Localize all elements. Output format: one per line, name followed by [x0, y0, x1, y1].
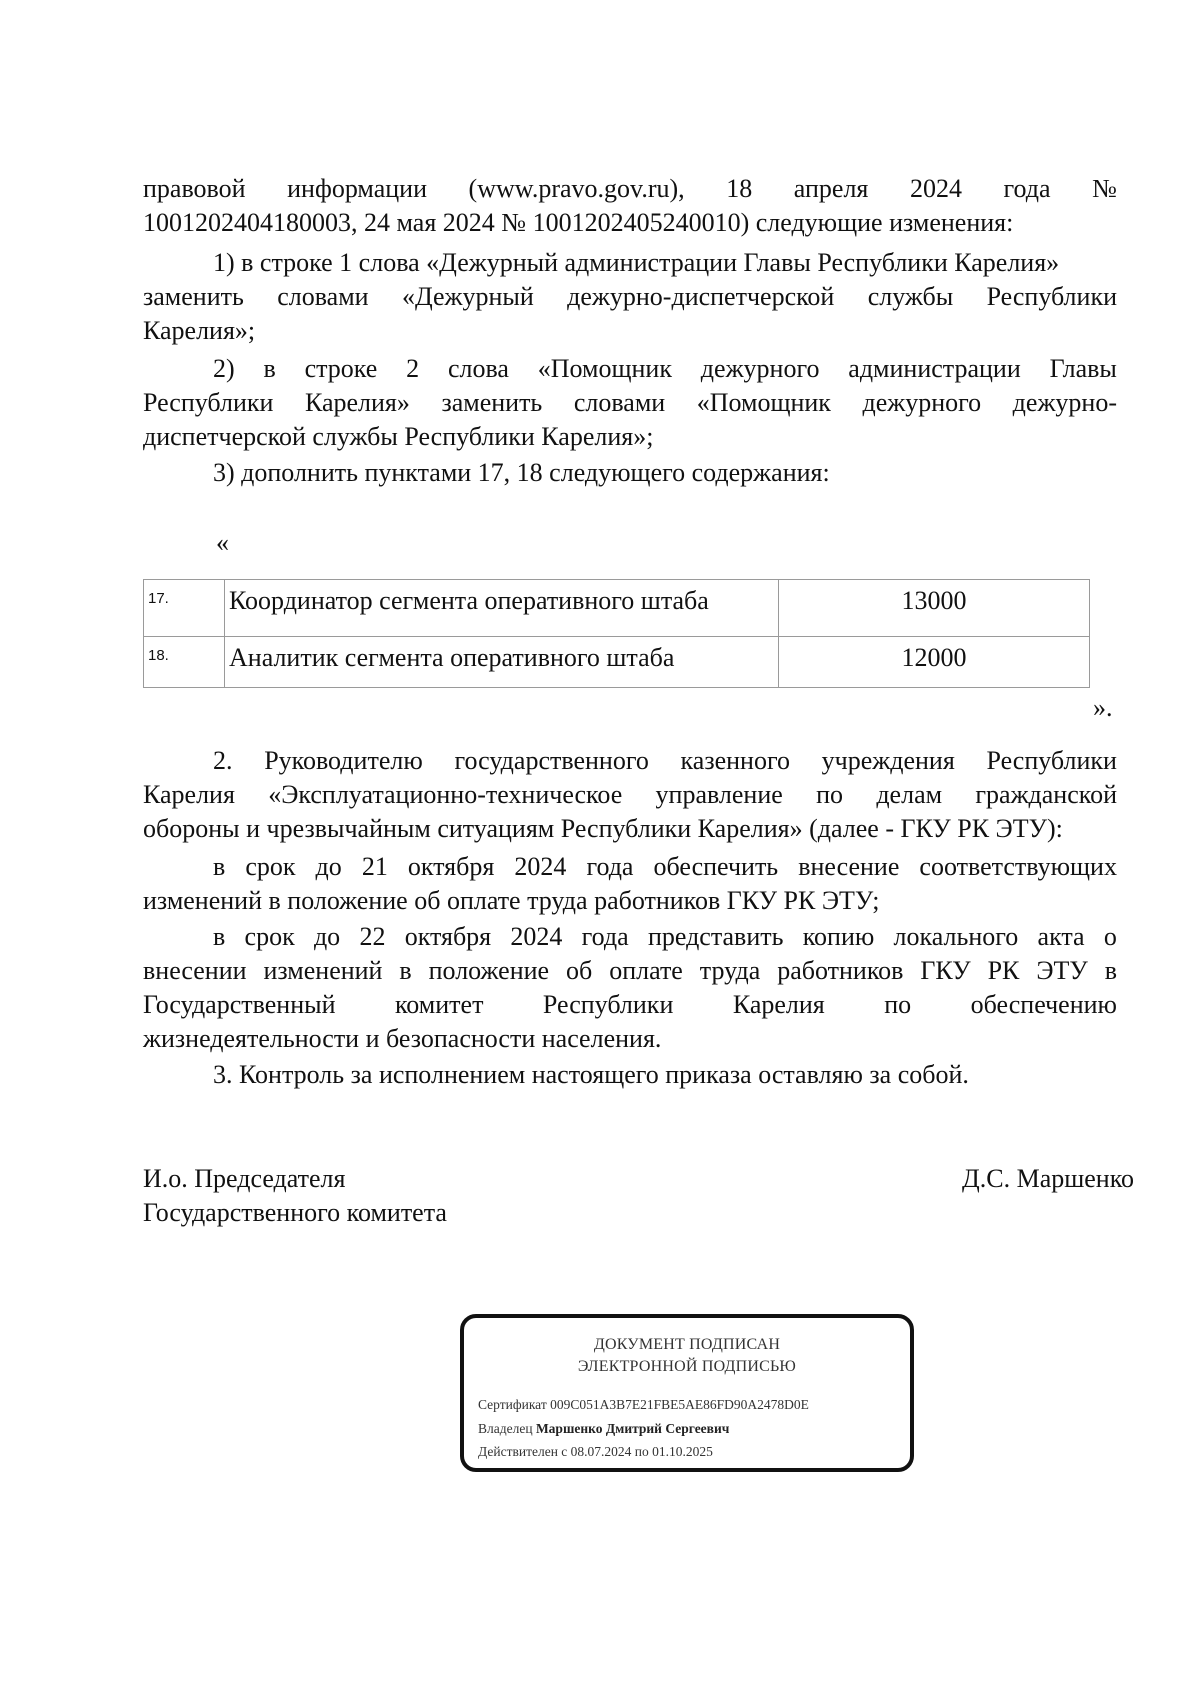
- section-2-line-3: обороны и чрезвычайным ситуациям Республики Карелия» (далее - ГКУ РК ЭТУ):: [143, 814, 1063, 843]
- stamp-owner: [478, 1421, 729, 1437]
- word: обеспечению: [970, 990, 1117, 1019]
- electronic-signature-stamp: [460, 1314, 914, 1472]
- word: соответствующих: [919, 852, 1117, 881]
- word: внесение: [798, 852, 900, 881]
- word: «Помощник: [537, 354, 672, 383]
- word: правовой: [143, 174, 246, 203]
- section-2a-line-1: [213, 850, 1117, 884]
- word: Республики: [542, 990, 674, 1019]
- word: копию: [802, 922, 875, 951]
- word: 2): [213, 354, 235, 383]
- word: управление: [655, 780, 783, 809]
- valid-to-label: по: [634, 1444, 649, 1459]
- word: заменить: [143, 282, 244, 311]
- word: года: [586, 852, 634, 881]
- word: апреля: [793, 174, 869, 203]
- word: в: [263, 354, 276, 383]
- word: информации: [287, 174, 427, 203]
- word: комитет: [394, 990, 484, 1019]
- word: 2.: [213, 746, 233, 775]
- word: словами: [573, 388, 666, 417]
- signer-name: Д.С. Маршенко: [962, 1164, 1135, 1193]
- word: 21: [361, 852, 388, 881]
- word: локального: [893, 922, 1019, 951]
- word: дежурно-: [1012, 388, 1117, 417]
- word: Руководителю: [264, 746, 423, 775]
- signer-position-line-1: И.о. Председателя: [143, 1164, 346, 1193]
- word: положение: [428, 956, 550, 985]
- word: слова: [447, 354, 509, 383]
- word: Карелия»: [304, 388, 410, 417]
- word: 18: [726, 174, 753, 203]
- item-1-line-2: [143, 280, 1117, 314]
- item-1-line-3: Карелия»;: [143, 316, 256, 345]
- row-value: 13000: [779, 580, 1090, 637]
- word: о: [1103, 922, 1117, 951]
- valid-to: 01.10.2025: [652, 1444, 713, 1459]
- close-quote: ».: [1093, 693, 1113, 722]
- word: в: [1104, 956, 1117, 985]
- word: срок: [244, 922, 295, 951]
- section-2b-line-4: жизнедеятельности и безопасности населения.: [143, 1024, 662, 1053]
- item-2-line-1: [213, 352, 1117, 386]
- owner-label: Владелец: [478, 1421, 533, 1436]
- word: работников: [777, 956, 904, 985]
- word: строке: [304, 354, 378, 383]
- item-1-line-1: 1) в строке 1 слова «Дежурный администрации Главы Республики Карелия»: [213, 248, 1060, 277]
- word: «Эксплуатационно-техническое: [268, 780, 623, 809]
- valid-label: Действителен с: [478, 1444, 568, 1459]
- word: государственного: [454, 746, 649, 775]
- word: до: [315, 852, 342, 881]
- open-quote: «: [216, 528, 229, 557]
- section-2-line-2: [143, 778, 1117, 812]
- word: оплате: [609, 956, 683, 985]
- word: «Помощник: [696, 388, 831, 417]
- item-3-line-1: 3) дополнить пунктами 17, 18 следующего содержания:: [213, 458, 830, 487]
- word: внесении: [143, 956, 247, 985]
- word: ГКУ: [920, 956, 971, 985]
- word: Карелия: [143, 780, 235, 809]
- word: дежурно-диспетчерской: [567, 282, 835, 311]
- word: в: [213, 852, 226, 881]
- word: в: [399, 956, 412, 985]
- valid-from: 08.07.2024: [570, 1444, 632, 1459]
- word: октября: [407, 852, 495, 881]
- word: об: [566, 956, 593, 985]
- word: Государственный: [143, 990, 336, 1019]
- row-position-name: Координатор сегмента оперативного штаба: [225, 580, 779, 637]
- word: дежурного: [700, 354, 820, 383]
- word: администрации: [848, 354, 1021, 383]
- section-2-line-1: [213, 744, 1117, 778]
- word: Республики: [143, 388, 274, 417]
- word: 2024: [514, 852, 567, 881]
- positions-table: [143, 579, 1090, 688]
- word: учреждения: [821, 746, 955, 775]
- word: дежурного: [862, 388, 982, 417]
- section-2b-line-1: [213, 920, 1117, 954]
- word: гражданской: [975, 780, 1117, 809]
- word: казенного: [680, 746, 790, 775]
- word: №: [1092, 174, 1117, 203]
- word: словами: [277, 282, 369, 311]
- word: Республики: [986, 746, 1117, 775]
- word: года: [581, 922, 629, 951]
- word: «Дежурный: [401, 282, 534, 311]
- word: срок: [245, 852, 296, 881]
- word: до: [313, 922, 341, 951]
- item-2-line-2: [143, 386, 1117, 420]
- word: акта: [1037, 922, 1085, 951]
- word: Главы: [1049, 354, 1117, 383]
- word: по: [884, 990, 912, 1019]
- word: делам: [876, 780, 943, 809]
- word: 2: [406, 354, 420, 383]
- section-2a-line-2: изменений в положение об оплате труда работников ГКУ РК ЭТУ;: [143, 886, 880, 915]
- word: Карелия: [732, 990, 825, 1019]
- para-1-line-1: [143, 172, 1117, 206]
- cert-value: 009C051A3B7E21FBE5AE86FD90A2478D0E: [550, 1397, 809, 1412]
- word: 22: [359, 922, 386, 951]
- word: РК: [987, 956, 1020, 985]
- section-3-line-1: 3. Контроль за исполнением настоящего приказа оставляю за собой.: [213, 1060, 969, 1089]
- word: заменить: [441, 388, 543, 417]
- word: в: [213, 922, 226, 951]
- word: года: [1003, 174, 1051, 203]
- owner-value: Маршенко Дмитрий Сергеевич: [535, 1421, 730, 1436]
- word: труда: [699, 956, 761, 985]
- word: ЭТУ: [1036, 956, 1088, 985]
- word: по: [816, 780, 844, 809]
- stamp-title-line-2: ЭЛЕКТРОННОЙ ПОДПИСЬЮ: [577, 1358, 797, 1375]
- section-2b-line-3: [143, 988, 1117, 1022]
- word: обеспечить: [653, 852, 779, 881]
- word: 2024: [510, 922, 563, 951]
- table-row: [144, 580, 1090, 637]
- row-value: 12000: [779, 637, 1090, 688]
- word: Республики: [986, 282, 1117, 311]
- word: изменений: [263, 956, 383, 985]
- word: (www.pravo.gov.ru),: [468, 174, 685, 203]
- word: представить: [647, 922, 784, 951]
- para-1-line-2: 1001202404180003, 24 мая 2024 № 1001202405240010) следующие изменения:: [143, 208, 1014, 237]
- row-number: 18.: [144, 637, 225, 688]
- table-row: [144, 637, 1090, 688]
- item-2-line-3: диспетчерской службы Республики Карелия»;: [143, 422, 654, 451]
- cert-label: Сертификат: [478, 1397, 547, 1412]
- word: службы: [867, 282, 954, 311]
- stamp-title-line-1: ДОКУМЕНТ ПОДПИСАН: [593, 1336, 781, 1353]
- row-position-name: Аналитик сегмента оперативного штаба: [225, 637, 779, 688]
- row-number: 17.: [144, 580, 225, 637]
- word: 2024: [909, 174, 962, 203]
- section-2b-line-2: [143, 954, 1117, 988]
- stamp-certificate: [478, 1397, 809, 1413]
- stamp-validity: [478, 1444, 713, 1460]
- signer-position-line-2: Государственного комитета: [143, 1198, 447, 1227]
- word: октября: [404, 922, 492, 951]
